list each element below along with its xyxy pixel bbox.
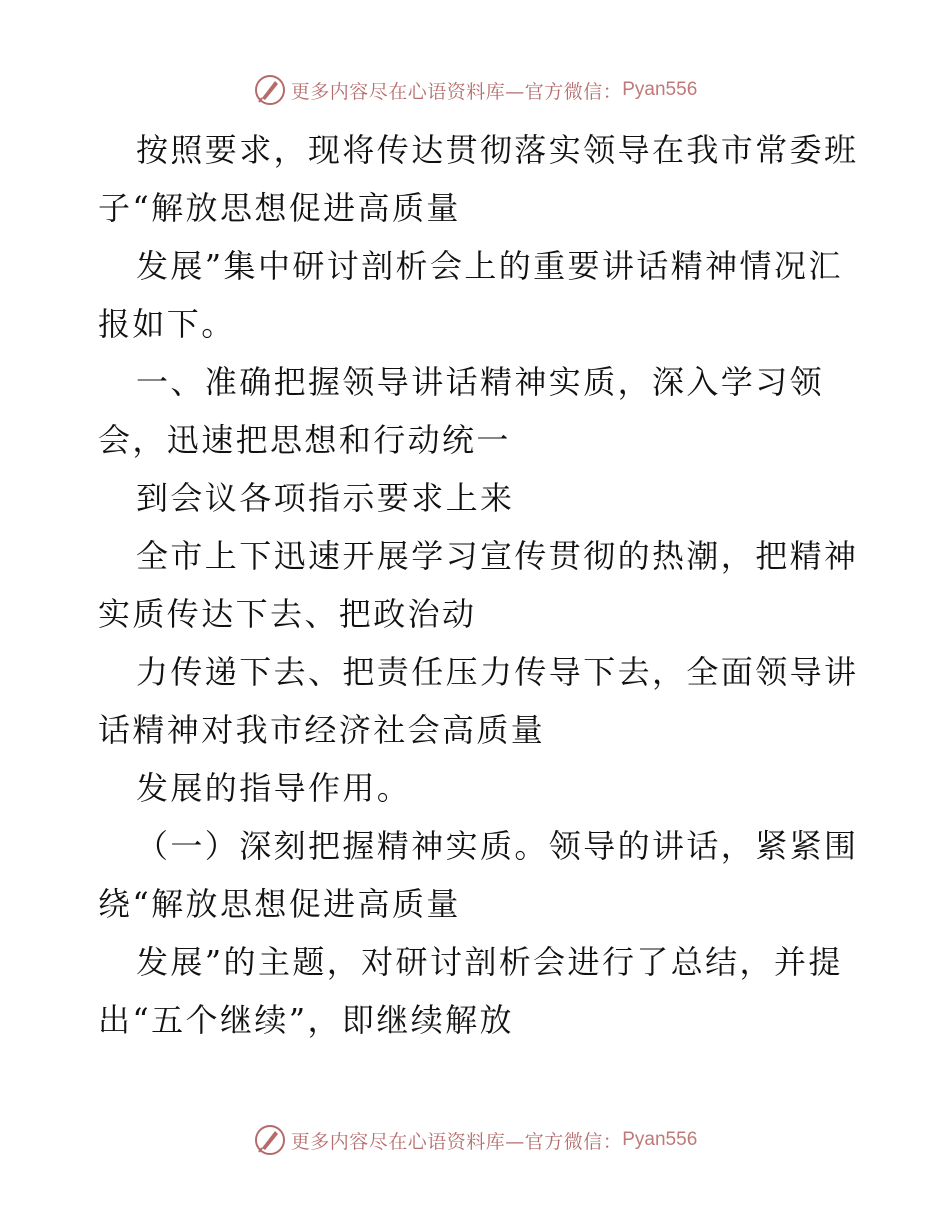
text-line: 报如下。 [98, 305, 236, 343]
watermark-text: 更多内容尽在心语资料库—官方微信： [290, 1130, 623, 1153]
text-line: 绕“解放思想促进高质量 [98, 885, 461, 923]
text-line: 子“解放思想促进高质量 [98, 189, 461, 227]
header-watermark [0, 73, 950, 107]
document-body [98, 121, 858, 1049]
text-line: 全市上下迅速开展学习宣传贯彻的热潮，把精神 [136, 537, 859, 575]
section-heading: 会，迅速把思想和行动统一 [98, 421, 511, 459]
text-line: 话精神对我市经济社会高质量 [98, 711, 546, 749]
text-line: 出“五个继续”，即继续解放 [98, 1001, 514, 1039]
text-line: 发展”集中研讨剖析会上的重要讲话精神情况汇 [136, 247, 843, 285]
text-line: （一）深刻把握精神实质。领导的讲话，紧紧围 [136, 827, 859, 865]
quill-seal-icon [253, 73, 287, 107]
watermark-text: 更多内容尽在心语资料库—官方微信： [290, 80, 623, 103]
text-line: 发展”的主题，对研讨剖析会进行了总结，并提 [136, 943, 843, 981]
section-heading: 一、准确把握领导讲话精神实质，深入学习领 [136, 363, 825, 401]
footer-watermark [0, 1123, 950, 1157]
quill-seal-icon [253, 1123, 287, 1157]
text-line: 发展的指导作用。 [136, 769, 412, 807]
watermark-id: Pyan556 [622, 79, 698, 100]
text-line: 力传递下去、把责任压力传导下去，全面领导讲 [136, 653, 859, 691]
text-line: 按照要求，现将传达贯彻落实领导在我市常委班 [136, 131, 859, 169]
section-heading: 到会议各项指示要求上来 [136, 479, 515, 517]
text-line: 实质传达下去、把政治动 [98, 595, 477, 633]
watermark-id: Pyan556 [622, 1129, 698, 1150]
